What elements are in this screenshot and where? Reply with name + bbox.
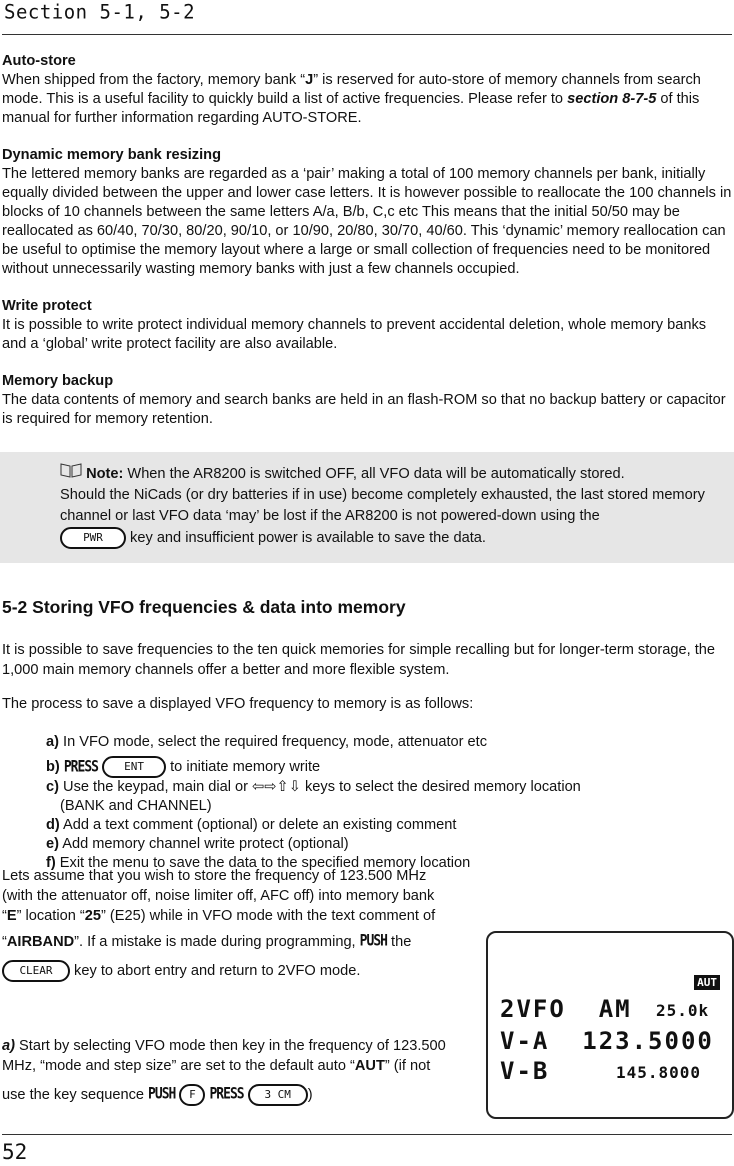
- section-5-2-process: The process to save a displayed VFO frequency to memory is as follows:: [2, 696, 474, 712]
- book-icon: [60, 466, 86, 482]
- pwr-key-icon: PWR: [60, 527, 126, 549]
- autostore-text: When shipped from the factory, memory bank “J” is reserved for auto-store of memory channels from search mode. This is a useful facility to quickly build a list of active frequencies. Please refer to section 8-7-5 of this manual for further information regarding AUTO-STORE.: [2, 72, 701, 126]
- protect-section: [2, 297, 732, 354]
- note-label: Note:: [86, 466, 124, 482]
- lcd-line-1: 2VFO AM: [500, 995, 632, 1023]
- clear-key-icon: CLEAR: [2, 960, 70, 982]
- lcd-display: [486, 931, 734, 1119]
- press-icon: PRESS: [209, 1085, 244, 1104]
- lcd-line-3a: V-B: [500, 1057, 550, 1085]
- lcd-step: 25.0k: [656, 1001, 710, 1020]
- autostore-title: Auto-store: [2, 53, 76, 69]
- footer-rule: [2, 1134, 732, 1135]
- note-body: Should the NiCads (or dry batteries if in use) become completely exhausted, the last stored memory channel or last VFO data ‘may’ be lost if the AR8200 is not powered-down using the: [60, 487, 705, 524]
- step-c: c) Use the keypad, main dial or ⇦⇨⇧⇩ keys to select the desired memory location: [46, 779, 581, 795]
- dynamic-text: The lettered memory banks are regarded as a ‘pair’ making a total of 100 memory channels per bank, initially equally divided between the upper and lower case letters. It is however possible to reallocate the 100 channels in blocks of 10 channels between the same letters A/a, B/b, C,c etc This means that the initial 50/50 may be reallocated as 60/40, 70/30, 80/20, 90/10, or 10/90, 20/80, 30/70, 40/60. This ‘dynamic’ memory reallocation can be useful to optimise the memory layout where a large or small collection of frequencies need to be monitored without unnecessarily wasting memory banks with just a few channels occupied.: [2, 166, 732, 277]
- step-b: b) PRESS ENT to initiate memory write: [46, 756, 686, 778]
- step-a: a) In VFO mode, select the required frequency, mode, attenuator etc: [46, 734, 488, 750]
- note-content: Note: When the AR8200 is switched OFF, all VFO data will be automatically stored. Should the NiCads (or dry batteries if in use) become completely exhausted, the last stored memory channel or last VFO data ‘may’ be lost if the AR8200 is not powered-down using the PWR key and insufficient power is available to save the data.: [60, 462, 720, 549]
- steps-list: [46, 733, 686, 873]
- step-a-example: a) Start by selecting VFO mode then key in the frequency of 123.500 MHz, “mode and step size” are set to the default auto “AUT” (if not use the key sequence PUSH F PRESS 3 CM ): [2, 1036, 482, 1106]
- step-f: f) Exit the menu to save the data to the specified memory location: [46, 855, 471, 871]
- lcd-line-3b: 145.8000: [616, 1063, 702, 1082]
- 3cm-key-icon: 3 CM: [248, 1084, 308, 1106]
- step-e: e) Add memory channel write protect (optional): [46, 836, 349, 852]
- step-c-cont: (BANK and CHANNEL): [60, 798, 212, 814]
- dynamic-title: Dynamic memory bank resizing: [2, 147, 221, 163]
- autostore-section: [2, 52, 732, 128]
- backup-text: The data contents of memory and search banks are held in an flash-ROM so that no backup battery or capacitor is required for memory retention.: [2, 392, 726, 427]
- press-icon: PRESS: [63, 758, 98, 776]
- push-icon: PUSH: [359, 932, 387, 951]
- ent-key-icon: ENT: [102, 756, 166, 778]
- note-box: [0, 452, 734, 563]
- backup-section: [2, 372, 732, 429]
- lcd-line-2: V-A 123.5000: [500, 1027, 714, 1055]
- step-d: d) Add a text comment (optional) or delete an existing comment: [46, 817, 457, 833]
- page-number: 52: [2, 1140, 28, 1164]
- section-ref-link: section 8-7-5: [567, 91, 657, 107]
- protect-title: Write protect: [2, 298, 92, 314]
- section-5-2-heading: 5-2 Storing VFO frequencies & data into memory: [2, 597, 406, 617]
- f-key-icon: F: [179, 1084, 205, 1106]
- section-label: Section 5-1, 5-2: [4, 0, 196, 24]
- lcd-aut-badge: AUT: [694, 975, 720, 990]
- dynamic-section: [2, 146, 732, 279]
- page-header: [2, 0, 732, 35]
- page-body: [2, 52, 732, 447]
- push-icon: PUSH: [148, 1085, 176, 1104]
- backup-title: Memory backup: [2, 373, 114, 389]
- section-5-2-intro: It is possible to save frequencies to the ten quick memories for simple recalling but for longer-term storage, the 1,000 main memory channels offer a better and more flexible system.: [2, 642, 715, 678]
- protect-text: It is possible to write protect individual memory channels to prevent accidental deletion, whole memory banks and a ‘global’ write protect facility are also available.: [2, 317, 707, 352]
- example-text: Lets assume that you wish to store the frequency of 123.500 MHz (with the attenuator off, noise limiter off, AFC off) into memory bank “E” location “25” (E25) while in VFO mode with the text comment of “AIRBAND”. If a mistake is made during programming, PUSH the CLEAR key to abort entry and return to 2VFO mode.: [2, 866, 482, 982]
